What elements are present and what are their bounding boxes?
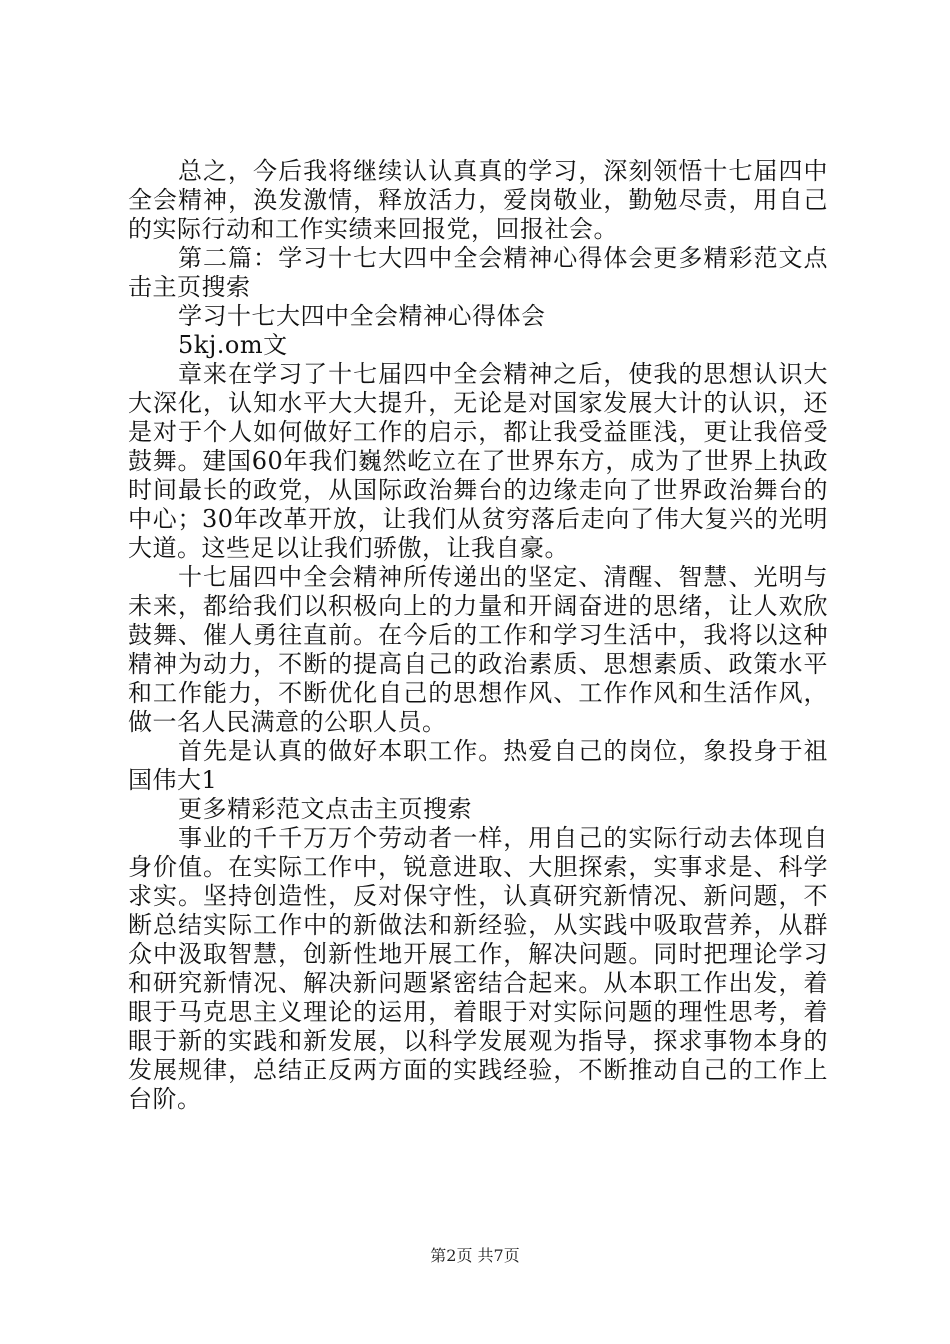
paragraph-conclusion: 总之，今后我将继续认认真真的学习，深刻领悟十七届四中全会精神，涣发激情，释放活力，爱岗敬业，勤勉尽责，用自己的实际行动和工作实绩来回报党，回报社会。 [128,157,828,243]
paragraph-body-1: 章来在学习了十七届四中全会精神之后，使我的思想认识大大深化，认知水平大大提升，无论是对国家发展大计的认识，还是对于个人如何做好工作的启示，都让我受益匪浅，更让我倍受鼓舞。建国60年我们巍然屹立在了世界东方，成为了世界上执政时间最长的政党，从国际政治舞台的边缘走向了世界政治舞台的中心；30年改革开放，让我们从贫穷落后走向了伟大复兴的光明大道。这些足以让我们骄傲，让我自豪。 [128,360,828,562]
paragraph-source-note: 5kj.om文 [178,331,288,359]
paragraph-section-heading: 第二篇：学习十七大四中全会精神心得体会更多精彩范文点击主页搜索 [128,244,828,301]
paragraph-body-4: 事业的千千万万个劳动者一样，用自己的实际行动去体现自身价值。在实际工作中，锐意进取、大胆探索，实事求是、科学求实。坚持创造性，反对保守性，认真研究新情况、新问题，不断总结实际工作中的新做法和新经验，从实践中吸取营养，从群众中汲取智慧，创新性地开展工作，解决问题。同时把理论学习和研究新情况、解决新问题紧密结合起来。从本职工作出发，着眼于马克思主义理论的运用，着眼于对实际问题的理性思考，着眼于新的实践和新发展，以科学发展观为指导，探求事物本身的发展规律，总结正反两方面的实践经验，不断推动自己的工作上台阶。 [128,824,828,1113]
paragraph-body-2: 十七届四中全会精神所传递出的坚定、清醒、智慧、光明与未来，都给我们以积极向上的力量和开阔奋进的思绪，让人欢欣鼓舞、催人勇往直前。在今后的工作和学习生活中，我将以这种精神为动力，不断的提高自己的政治素质、思想素质、政策水平和工作能力，不断优化自己的思想作风、工作作风和生活作风，做一名人民满意的公职人员。 [128,563,828,736]
page-number: 第2页 共7页 [430,1246,520,1265]
paragraph-article-title: 学习十七大四中全会精神心得体会 [178,302,546,330]
document-body [128,157,828,1114]
paragraph-promo: 更多精彩范文点击主页搜索 [178,795,472,823]
paragraph-body-3: 首先是认真的做好本职工作。热爱自己的岗位，象投身于祖国伟大1 [128,737,828,794]
